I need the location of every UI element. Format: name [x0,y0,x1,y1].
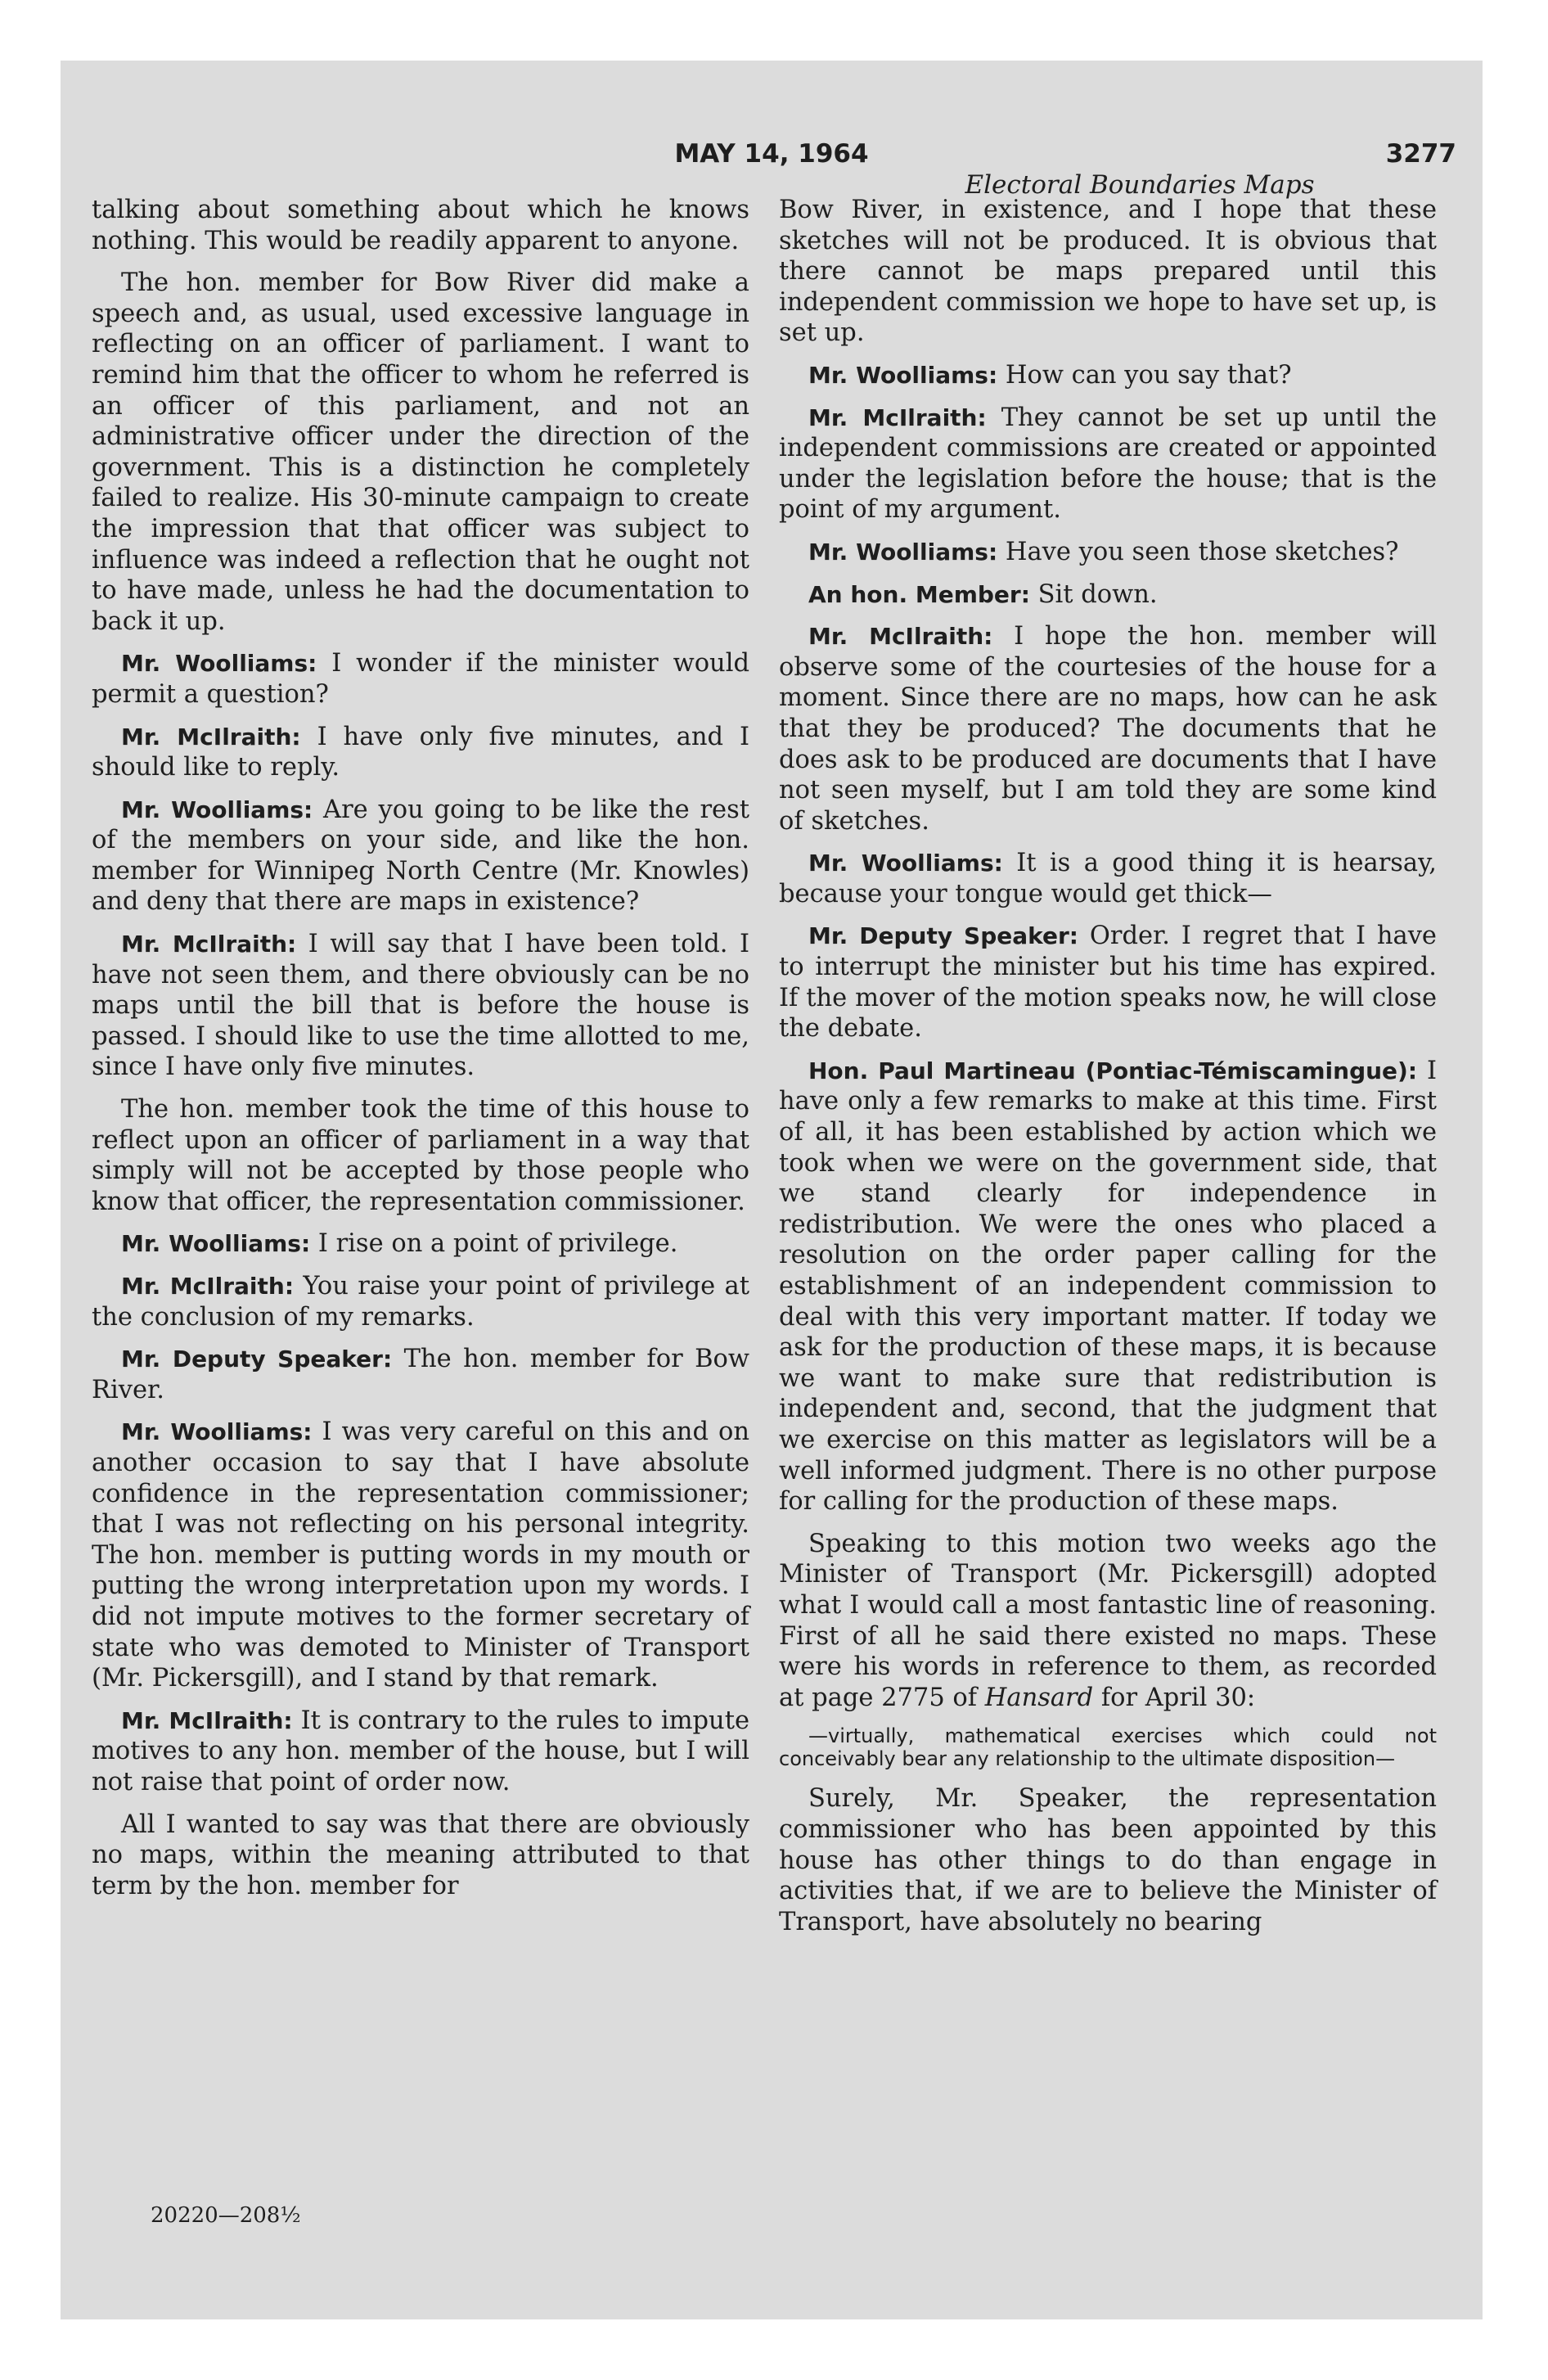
paragraph: The hon. member for Bow River did make a speech and, as usual, used excessive language in reflecting on an officer of parliament. I want to remind him that the officer to whom he referred is an officer of this parliament, and not an administrative officer under the direction of the government. This is a distinction he completely failed to realize. His 30-minute campaign to create the impression that that officer was subject to influence was indeed a reflection that he ought not to have made, unless he had the documentation to back it up. [92,268,749,636]
speaker-name: Mr. Woolliams: [121,1418,313,1446]
speaker-name: Mr. McIlraith: [808,623,993,651]
paragraph: Mr. McIlraith: You raise your point of privilege at the conclusion of my remarks. [92,1272,749,1332]
right-column [779,195,1437,1949]
paragraph: An hon. Member: Sit down. [808,579,1158,609]
speaker-name: Mr. McIlraith: [121,1706,293,1734]
speaker-name: Mr. Woolliams: [121,1230,311,1258]
paragraph: Mr. McIlraith: I have only five minutes, and I should like to reply. [92,722,749,782]
paragraph: Mr. Woolliams: I was very careful on this and on another occasion to say that I have absolute confidence in the representation commissioner; that I was not reflecting on his personal integrity. The hon. member is putting words in my mouth or putting the wrong interpretation upon my words. I did not impute motives to the former secretary of state who was demoted to Minister of Transport (Mr. Pickersgill), and I stand by that remark. [92,1418,749,1693]
paragraph: All I wanted to say was that there are obviously no maps, within the meaning attributed to that term by the hon. member for [92,1810,749,1900]
paragraph: Mr. Woolliams: Have you seen those sketches? [808,537,1399,566]
speaker-name: Mr. Deputy Speaker: [121,1346,393,1373]
speaker-name: Mr. Woolliams: [121,650,317,678]
paragraph: Mr. Woolliams: Are you going to be like the rest of the members on your side, and like the hon. member for Winnipeg North Centre (Mr. Knowles) and deny that there are maps in existence? [92,795,749,917]
speaker-name: Hon. Paul Martineau (Pontiac-Témiscamingue): [808,1057,1418,1084]
paragraph: Mr. McIlraith: I will say that I have been told. I have not seen them, and there obviously can be no maps until the bill that is before the house is passed. I should like to use the time allotted to me, since I have only five minutes. [92,930,750,1082]
paragraph: Mr. McIlraith: They cannot be set up until the independent commissions are created or appointed under the legislation before the house; that is the point of my argument. [779,403,1437,525]
paragraph: Mr. Deputy Speaker: Order. I regret that I have to interrupt the minister but his time has expired. If the mover of the motion speaks now, he will close the debate. [779,922,1437,1044]
document-page [61,61,1483,2319]
paragraph: Mr. McIlraith: I hope the hon. member will observe some of the courtesies of the house for a moment. Since there are no maps, how can he ask that they be produced? The documents that he does ask to be produced are documents that I have not seen myself, but I am told they are some kind of sketches. [779,622,1437,836]
speaker-name: Mr. Deputy Speaker: [808,922,1078,950]
paragraph: Mr. Woolliams: I rise on a point of privilege. [121,1229,678,1259]
paragraph: Surely, Mr. Speaker, the representation commissioner who has been appointed by this house has other things to do than engage in activities that, if we are to believe the Minister of Transport, have absolutely no bearing [779,1784,1437,1936]
paragraph: Mr. Deputy Speaker: The hon. member for Bow River. [92,1345,749,1404]
printer-signature: 20220—208½ [151,2203,301,2228]
speaker-name: Mr. McIlraith: [121,723,301,751]
page-date: MAY 14, 1964 [674,139,869,169]
paragraph: Mr. Woolliams: It is a good thing it is hearsay, because your tongue would get thick— [779,849,1437,908]
page-number: 3277 [1385,139,1456,169]
paragraph: Mr. Woolliams: How can you say that? [808,360,1292,390]
speaker-name: Mr. McIlraith: [808,403,987,431]
speaker-name: Mr. Woolliams: [808,538,998,566]
paragraph: The hon. member took the time of this house to reflect upon an officer of parliament in a way that simply will not be accepted by those people who know that officer, the representation commissioner. [92,1095,749,1216]
paragraph: talking about something about which he knows nothing. This would be readily apparent to anyone. [92,196,749,255]
paragraph: Hon. Paul Martineau (Pontiac-Témiscamingue): I have only a few remarks to make at this time. First of all, it has been established by action which we took when we were on the government side, that we stand clearly for independence in redistribution. We were the ones who placed a resolution on the order paper calling for the establishment of an independent commission to deal with this very important matter. If today we ask for the production of these maps, it is because we want to make sure that redistribution is independent and, second, that the judgment that we exercise on this matter as legislators will be a well informed judgment. There is no other purpose for calling for the production of these maps. [779,1056,1437,1517]
speaker-name: Mr. McIlraith: [121,1273,295,1300]
hansard-paragraph: Speaking to this motion two weeks ago the Minister of Transport (Mr. Pickersgill) adopted what I would call a most fantastic line of reasoning. First of all he said there existed no maps. These were his words in reference to them, as recorded at page 2775 of Hansard for April 30: [779,1529,1437,1712]
speaker-name: An hon. Member: [808,580,1030,608]
speaker-name: Mr. Woolliams: [808,850,1003,877]
block-quote: —virtually, mathematical exercises which could not conceivably bear any relationship to the ultimate disposition— [779,1724,1437,1771]
running-title: Electoral Boundaries Maps [965,170,1315,200]
paragraph [779,1529,1437,1714]
paragraph: Mr. McIlraith: It is contrary to the rules to impute motives to any hon. member of the house, but I will not raise that point of order now. [92,1706,750,1796]
speaker-name: Mr. Woolliams: [121,796,313,823]
speaker-name: Mr. McIlraith: [121,931,297,958]
left-column [92,195,749,1913]
paragraph: Bow River, in existence, and I hope that these sketches will not be produced. It is obvious that there cannot be maps prepared until this independent commission we hope to have set up, is set up. [779,196,1437,348]
paragraph: Mr. Woolliams: I wonder if the minister would permit a question? [92,649,749,709]
speaker-name: Mr. Woolliams: [808,361,998,389]
